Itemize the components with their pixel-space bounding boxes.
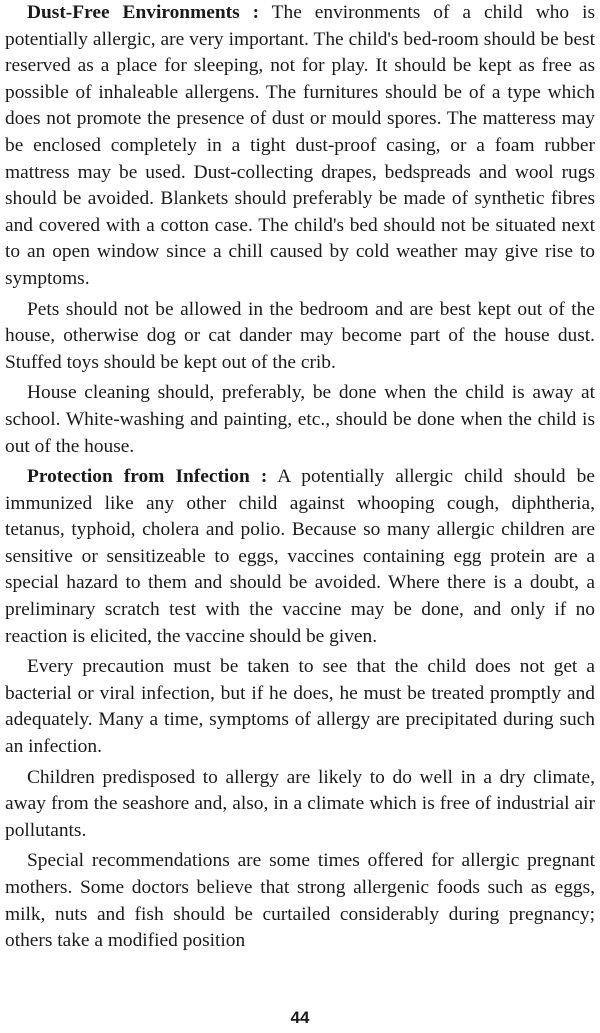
book-page — [5, 0, 595, 1033]
paragraph-climate: Children predisposed to allergy are likely to do well in a dry climate, away from the seashore and, also, in a climate which is free of industrial air pollutants. — [5, 766, 595, 841]
protection-body-text: A potentially allergic child should be immunized like any other child against whooping cough, diphtheria, tetanus, typhoid, cholera and polio. Because so many allergic children are sensitive or sensitizeable to eggs, vaccines containing egg protein are a special hazard to them and should be avoided. Where there is a doubt, a preliminary scratch test with the vaccine may be done, and only if no reaction is elicited, the vaccine should be given. — [5, 466, 595, 647]
paragraph-house-cleaning: House cleaning should, preferably, be done when the child is away at school. White-washing and painting, etc., should be done when the child is out of the house. — [5, 382, 595, 457]
paragraph-pets: Pets should not be allowed in the bedroom and are best kept out of the house, otherwise dog or cat dander may become part of the house dust. Stuffed toys should be kept out of the crib. — [5, 298, 595, 373]
paragraph-protection-from-infection — [5, 464, 595, 650]
paragraph-precaution: Every precaution must be taken to see that the child does not get a bacterial or viral infection, but if he does, he must be treated promptly and adequately. Many a time, symptoms of allergy are precipitated during such an infection. — [5, 656, 595, 758]
paragraph-pregnant-mothers: Special recommendations are some times offered for allergic pregnant mothers. Some doctors believe that strong allergenic foods such as eggs, milk, nuts and fish should be curtailed considerably during pregnancy; others take a modified position — [5, 850, 595, 952]
heading-protection-from-infection: Protection from Infection : — [27, 466, 268, 488]
dust-free-body-text: The environments of a child who is potentially allergic, are very important. The child's bed-room should be best reserved as a place for sleeping, not for play. It should be kept as free as possible of inhaleable allergens. The furnitures should be of a type which does not promote the presence of dust or mould spores. The matteress may be enclosed completely in a tight dust-proof casing, or a foam rubber mattress may be used. Dust-collecting drapes, bedspreads and wool rugs should be avoided. Blankets should preferably be made of synthetic fibres and covered with a cotton case. The child's bed should not be situated next to an open window since a chill caused by cold weather may give rise to symptoms. — [5, 2, 596, 289]
page-number: 44 — [290, 1008, 310, 1027]
heading-dust-free-environments: Dust-Free Environments : — [27, 2, 260, 23]
paragraph-dust-free-environments — [5, 0, 595, 293]
